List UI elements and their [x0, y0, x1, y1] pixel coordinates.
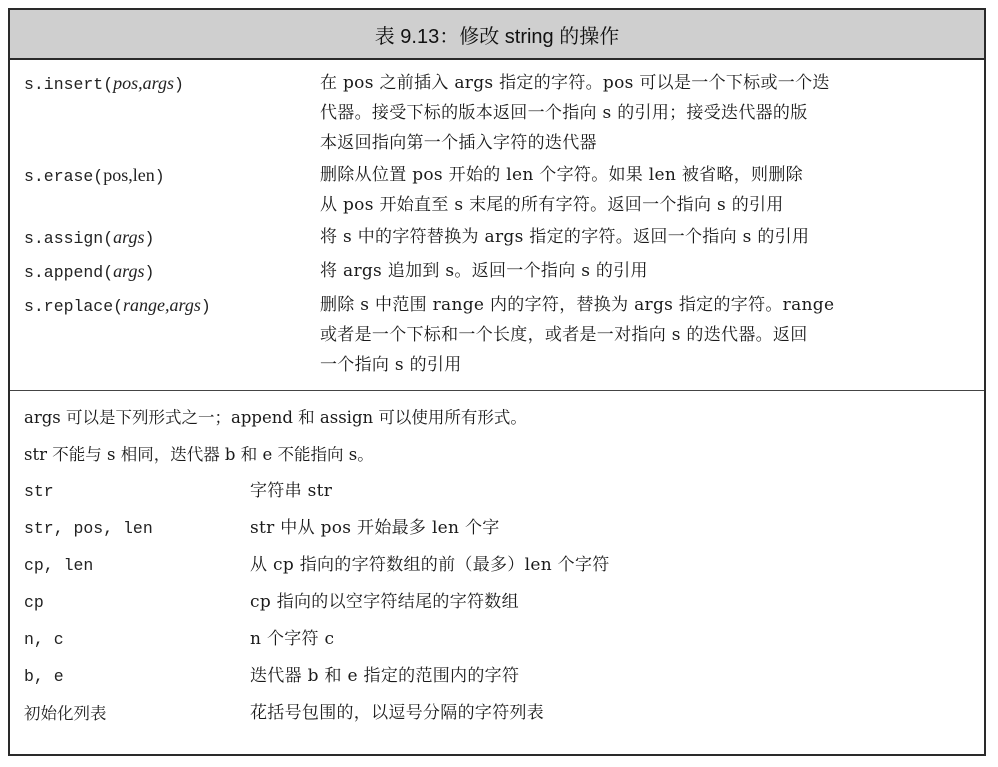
arg-form-description: 花括号包围的，以逗号分隔的字符列表 [250, 703, 545, 723]
arg-form: b, e [24, 667, 64, 686]
table-row [10, 160, 984, 220]
arg-form-description: n 个字符 c [250, 629, 335, 649]
arg-form: n, c [24, 630, 64, 649]
operation-signature: s.replace(range,args) [24, 295, 211, 316]
table-row [10, 256, 984, 288]
table-row [10, 222, 984, 254]
table-row [10, 621, 984, 658]
operation-signature: s.insert(pos,args) [24, 73, 184, 94]
operation-signature: s.assign(args) [24, 227, 155, 248]
table-row [10, 68, 984, 158]
operation-description: 将 args 追加到 s。返回一个指向 s 的引用 [320, 261, 648, 281]
arg-form: str, pos, len [24, 519, 153, 538]
table-row [10, 658, 984, 695]
operation-description: 删除 s 中范围 range 内的字符，替换为 args 指定的字符。range 或者是一个下标和一个长度，或者是一对指向 s 的迭代器。返回 一个指向 s 的引用 [320, 295, 835, 375]
table-row [10, 290, 984, 380]
operation-signature: s.append(args) [24, 261, 155, 282]
arg-form-description: 从 cp 指向的字符数组的前（最多）len 个字符 [250, 555, 610, 575]
table-row [10, 584, 984, 621]
arg-form-description: cp 指向的以空字符结尾的字符数组 [250, 592, 519, 612]
arg-forms-list [10, 473, 984, 732]
note-text: str 不能与 s 相同，迭代器 b 和 e 不能指向 s。 [24, 445, 374, 464]
arg-form-description: 字符串 str [250, 481, 333, 501]
table-row [10, 547, 984, 584]
arg-form: cp [24, 593, 44, 612]
table-title: 表 9.13：修改 string 的操作 [10, 10, 984, 60]
arg-form-description: 迭代器 b 和 e 指定的范围内的字符 [250, 666, 520, 686]
arg-form: cp, len [24, 556, 94, 575]
table-row [10, 695, 984, 732]
string-modify-operations-table [8, 8, 986, 756]
arg-form-description: str 中从 pos 开始最多 len 个字 [250, 518, 500, 538]
operations-section [10, 60, 984, 380]
operation-description: 将 s 中的字符替换为 args 指定的字符。返回一个指向 s 的引用 [320, 227, 810, 247]
table-row [10, 510, 984, 547]
operation-description: 在 pos 之前插入 args 指定的字符。pos 可以是一个下标或一个迭 代器。接受下标的版本返回一个指向 s 的引用；接受迭代器的版 本返回指向第一个插入字符的迭代器 [320, 73, 830, 153]
args-notes [10, 391, 984, 473]
table-row [10, 473, 984, 510]
arg-form: 初始化列表 [24, 704, 107, 723]
operation-signature: s.erase(pos,len) [24, 165, 165, 186]
note-text: args 可以是下列形式之一；append 和 assign 可以使用所有形式。 [24, 408, 527, 427]
operation-description: 删除从位置 pos 开始的 len 个字符。如果 len 被省略，则删除 从 pos 开始直至 s 末尾的所有字符。返回一个指向 s 的引用 [320, 165, 803, 215]
arg-form: str [24, 482, 54, 501]
